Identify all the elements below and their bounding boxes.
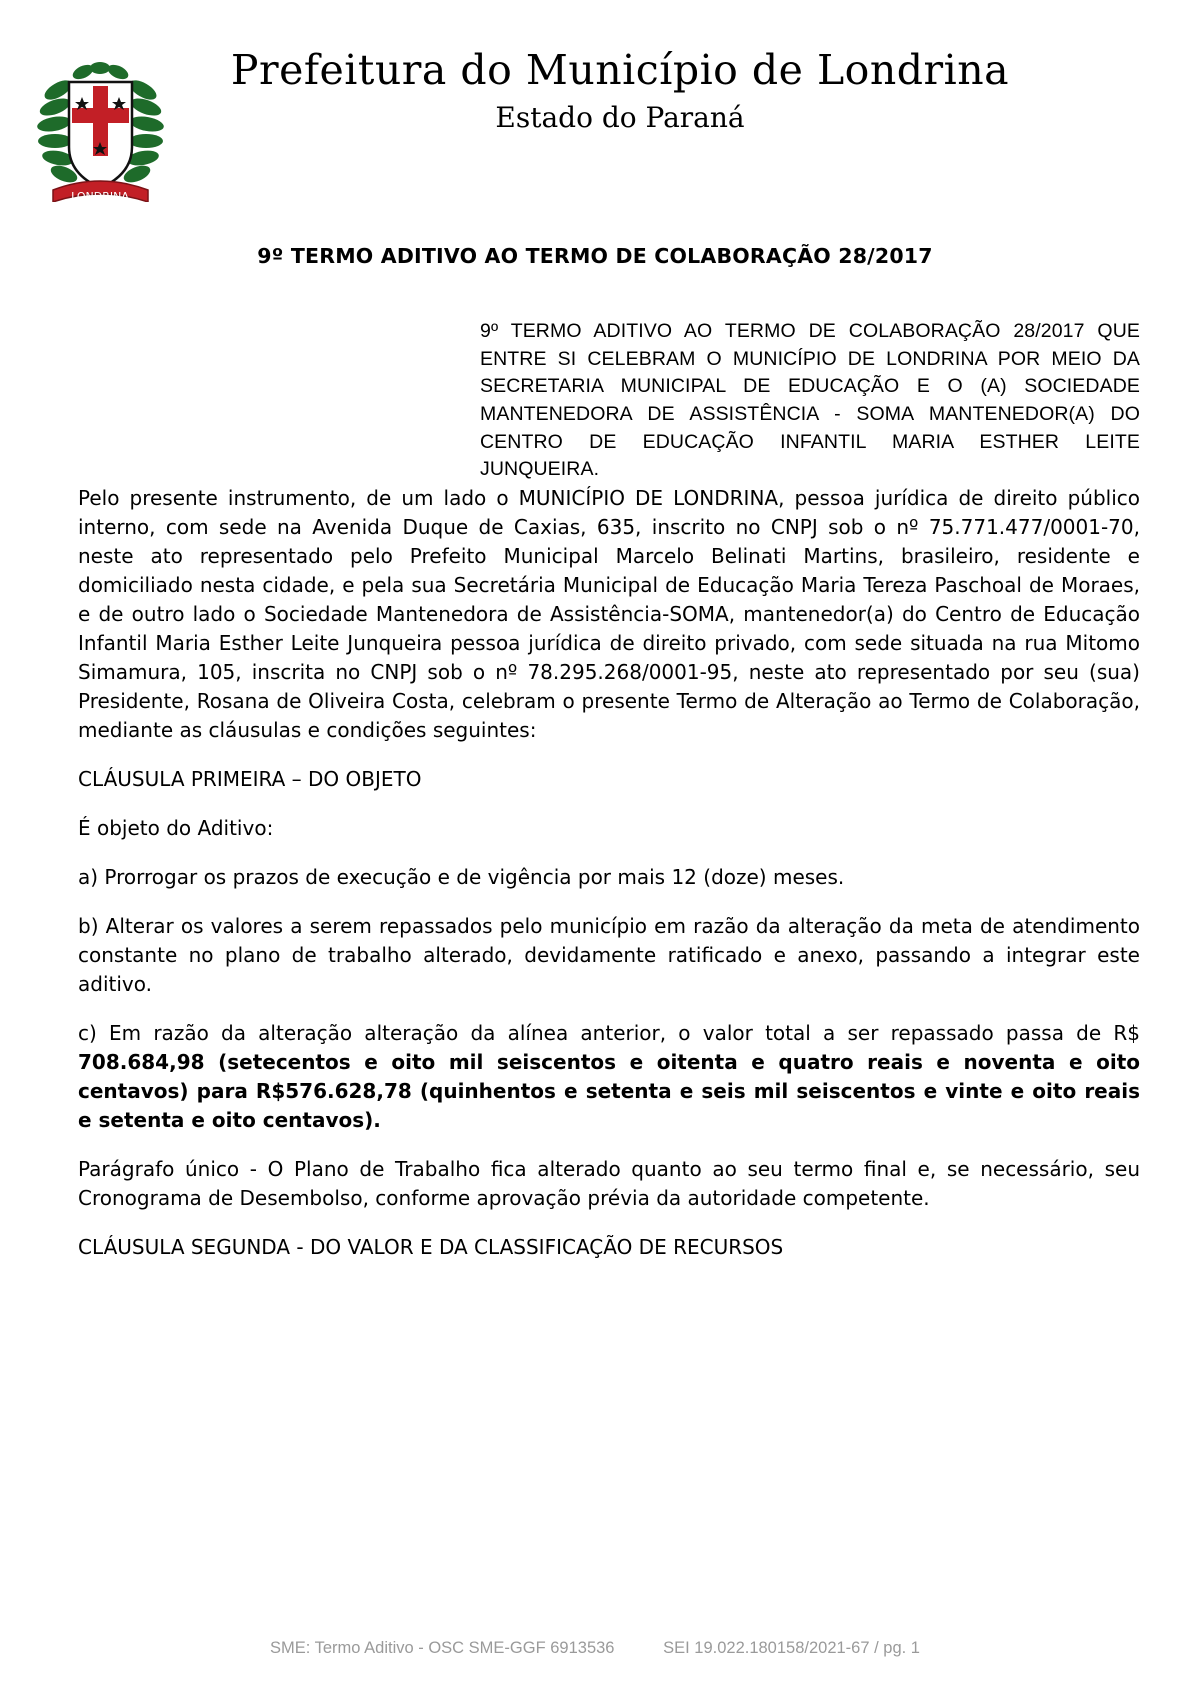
clause-first-heading	[78, 765, 1140, 794]
page-footer	[0, 1639, 1190, 1658]
paragraph-unique-text: Parágrafo único - O Plano de Trabalho fica alterado quanto ao seu termo final e, se necessário, seu Cronograma de Desembolso, conforme aprovação prévia da autoridade competente.	[78, 1157, 1140, 1211]
object-item-c-text: c) Em razão da alteração alteração da alínea anterior, o valor total a ser repassado passa de R$	[78, 1021, 1140, 1046]
object-item-c	[78, 1019, 1140, 1135]
document-body	[78, 484, 1140, 1262]
object-item-b-text: b) Alterar os valores a serem repassados pelo município em razão da alteração da meta de atendimento constante no plano de trabalho alterado, devidamente ratificado e anexo, passando a integrar este aditivo.	[78, 914, 1140, 997]
clause-second-heading	[78, 1233, 1140, 1262]
object-item-a-text: a) Prorrogar os prazos de execução e de vigência por mais 12 (doze) meses.	[78, 865, 845, 890]
object-lead-text: É objeto do Aditivo:	[78, 816, 274, 841]
object-item-b	[78, 912, 1140, 999]
institution-title: Prefeitura do Município de Londrina	[230, 46, 1010, 94]
document-preamble	[480, 318, 1140, 484]
intro-text: Pelo presente instrumento, de um lado o MUNICÍPIO DE LONDRINA, pessoa jurídica de direito público interno, com sede na Avenida Duque de Caxias, 635, inscrito no CNPJ sob o nº 75.771.477/0001-70, neste ato representado pelo Prefeito Municipal Marcelo Belinati Martins, brasileiro, residente e domiciliado nesta cidade, e pela sua Secretária Municipal de Educação Maria Tereza Paschoal de Moraes, e de outro lado o Sociedade Mantenedora de Assistência-SOMA, mantenedor(a) do Centro de Educação Infantil Maria Esther Leite Junqueira pessoa jurídica de direito privado, com sede situada na rua Mitomo Simamura, 105, inscrita no CNPJ sob o nº 78.295.268/0001-95, neste ato representado por seu (sua) Presidente, Rosana de Oliveira Costa, celebram o presente Termo de Alteração ao Termo de Colaboração, mediante as cláusulas e condições seguintes:	[78, 486, 1140, 743]
svg-text:LONDRINA: LONDRINA	[70, 190, 129, 202]
clause-second-heading-text: CLÁUSULA SEGUNDA - DO VALOR E DA CLASSIFICAÇÃO DE RECURSOS	[78, 1235, 784, 1260]
clause-first-heading-text: CLÁUSULA PRIMEIRA – DO OBJETO	[78, 767, 422, 792]
preamble-text: 9º TERMO ADITIVO AO TERMO DE COLABORAÇÃO 28/2017 QUE ENTRE SI CELEBRAM O MUNICÍPIO DE LONDRINA POR MEIO DA SECRETARIA MUNICIPAL DE EDUCAÇÃO E O (A) SOCIEDADE MANTENEDORA DE ASSISTÊNCIA - SOMA MANTENEDOR(A) DO CENTRO DE EDUCAÇÃO INFANTIL MARIA ESTHER LEITE JUNQUEIRA.	[480, 320, 1140, 481]
document-title	[0, 244, 1190, 268]
document-header	[0, 0, 1190, 202]
crest-container	[0, 48, 200, 202]
object-lead	[78, 814, 1140, 843]
header-text-block	[200, 48, 1190, 134]
institution-subtitle: Estado do Paraná	[495, 101, 745, 135]
document-title-text: 9º TERMO ADITIVO AO TERMO DE COLABORAÇÃO 28/2017	[257, 244, 933, 268]
object-item-a	[78, 863, 1140, 892]
object-item-c-amounts: 708.684,98 (setecentos e oito mil seiscentos e oitenta e quatro reais e noventa e oito centavos) para R$576.628,78 (quinhentos e setenta e seis mil seiscentos e vinte e oito reais e setenta e oito centavos).	[78, 1050, 1140, 1133]
intro-paragraph	[78, 484, 1140, 745]
paragraph-unique	[78, 1155, 1140, 1213]
coat-of-arms-icon	[33, 52, 168, 202]
footer-right-text: SEI 19.022.180158/2021-67 / pg. 1	[663, 1639, 920, 1657]
footer-left-text: SME: Termo Aditivo - OSC SME-GGF 6913536	[270, 1639, 615, 1657]
